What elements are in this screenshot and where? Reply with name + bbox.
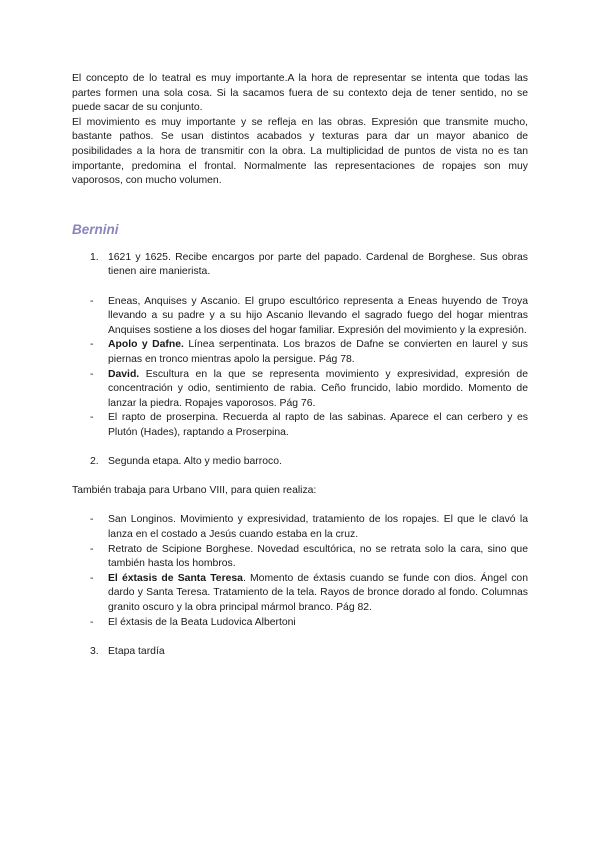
- list-item-text: Escultura en la que se representa movimiento y expresividad, expresión de concentración y odio, sentimiento de rabia. Ceño fruncido, labio mordido. Momento de lanzar la piedra. Ropajes vaporosos. Pág 76.: [108, 368, 528, 409]
- list-number: 1.: [90, 251, 99, 263]
- artwork-title: Apolo y Dafne.: [108, 339, 184, 351]
- list-dash: -: [90, 412, 94, 424]
- numbered-item-stage-3: [72, 645, 528, 660]
- list-dash: -: [90, 572, 94, 584]
- list-number: 2.: [90, 456, 99, 468]
- list-dash: -: [90, 295, 94, 307]
- list-item-text: Segunda etapa. Alto y medio barroco.: [108, 456, 282, 468]
- document-page: [72, 72, 528, 659]
- list-item-text: . Momento de éxtasis cuando se funde con dios. Ángel con dardo y Santa Teresa. Tratamiento de la tela. Rayos de bronce dorado al fondo. Columnas granito oscuro y la obra principal mármol branco. Pág 82.: [108, 572, 528, 613]
- numbered-item-stage-2: [72, 455, 528, 470]
- dash-item-santa-teresa: [72, 572, 528, 616]
- list-item-text: 1621 y 1625. Recibe encargos por parte del papado. Cardenal de Borghese. Sus obras tienen aire manierista.: [108, 251, 528, 278]
- section-heading: Bernini: [72, 221, 119, 237]
- list-item-text: El éxtasis de la Beata Ludovica Albertoni: [108, 616, 296, 628]
- list-dash: -: [90, 339, 94, 351]
- dash-item-retrato-borghese: [72, 543, 528, 572]
- urbano-paragraph: También trabaja para Urbano VIII, para quien realiza:: [72, 485, 317, 497]
- list-item-text: El rapto de proserpina. Recuerda al rapto de las sabinas. Aparece el can cerbero y es Plutón (Hades), raptando a Proserpina.: [108, 412, 528, 438]
- list-dash: -: [90, 368, 94, 380]
- intro-paragraph-1: El concepto de lo teatral es muy importante.A la hora de representar se intenta que todas las partes formen una sola cosa. Si la sacamos fuera de su contexto deja de tener sentido, no se puede sacar de su conjunto.: [72, 73, 528, 114]
- list-dash: -: [90, 514, 94, 526]
- list-item-text: Retrato de Scipione Borghese. Novedad escultórica, no se retrata solo la cara, sino que también hasta los hombros.: [108, 543, 528, 570]
- list-dash: -: [90, 616, 94, 628]
- dash-item-apolo-dafne: [72, 338, 528, 367]
- list-number: 3.: [90, 645, 99, 657]
- artwork-title: El éxtasis de Santa Teresa: [108, 572, 243, 584]
- dash-item-eneas: [72, 295, 528, 339]
- intro-paragraph-2: El movimiento es muy importante y se refleja en las obras. Expresión que transmite mucho, bastante pathos. Se usan distintos acabados y texturas para dar un mayor abanico de posibilidades a la hora de transmitir con la obra. La multiplicidad de puntos de vista no es tan importante, predomina el frontal. Normalmente las representaciones de ropajes son muy vaporosos, con mucho volumen.: [72, 116, 528, 187]
- dash-item-david: [72, 368, 528, 412]
- dash-item-san-longinos: [72, 513, 528, 542]
- list-item-text: Eneas, Anquises y Ascanio. El grupo escultórico representa a Eneas huyendo de Troya llevando a su padre y a su hijo Ascanio llevando el sagrado fuego del hogar mientras Anquises sostiene a los dioses del hogar familiar. Expresión del movimiento y la expresión.: [108, 295, 528, 336]
- list-item-text: Línea serpentinata. Los brazos de Dafne se convierten en laurel y sus piernas en tronco mientras apolo la persigue. Pág 78.: [108, 339, 528, 365]
- list-dash: -: [90, 543, 94, 555]
- list-item-text: Etapa tardía: [108, 645, 165, 657]
- list-item-text: San Longinos. Movimiento y expresividad, tratamiento de los ropajes. El que le clavó la lanza en el costado a Jesús cuando estaba en la cruz.: [108, 514, 528, 541]
- artwork-title: David.: [108, 368, 140, 380]
- dash-item-rapto-proserpina: [72, 411, 528, 440]
- numbered-item-stage-1: [72, 251, 528, 280]
- dash-item-ludovica-albertoni: [72, 616, 528, 631]
